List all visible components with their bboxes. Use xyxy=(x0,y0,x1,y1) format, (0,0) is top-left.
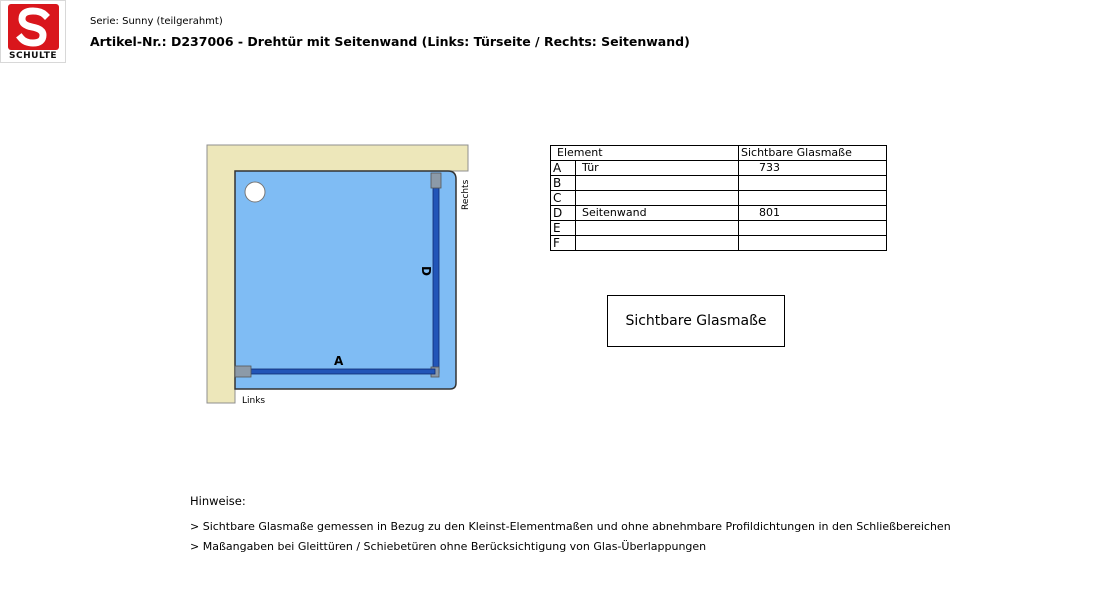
label-rechts: Rechts xyxy=(461,179,471,210)
row-letter: F xyxy=(551,236,576,251)
row-value xyxy=(739,236,887,251)
article-title: Artikel-Nr.: D237006 - Drehtür mit Seitenwand (Links: Türseite / Rechts: Seitenwand) xyxy=(90,34,690,49)
shower-tray xyxy=(235,171,456,389)
table-row xyxy=(551,236,887,251)
header-glass-dimensions: Sichtbare Glasmaße xyxy=(739,146,887,161)
door-wall-profile xyxy=(235,366,251,377)
label-links: Links xyxy=(242,396,266,406)
schulte-logo xyxy=(0,0,66,63)
notes-title: Hinweise: xyxy=(190,494,246,508)
header-element: Element xyxy=(551,146,739,161)
s-icon xyxy=(8,4,59,50)
row-name xyxy=(576,191,739,206)
row-name xyxy=(576,176,739,191)
logo-emblem xyxy=(8,4,59,50)
table-row xyxy=(551,191,887,206)
row-letter: B xyxy=(551,176,576,191)
row-name: Seitenwand xyxy=(576,206,739,221)
row-value xyxy=(739,176,887,191)
label-a: A xyxy=(334,354,344,368)
shower-diagram xyxy=(205,143,475,408)
side-panel-profile-top xyxy=(431,173,441,188)
row-value xyxy=(739,191,887,206)
table-row xyxy=(551,221,887,236)
row-letter: E xyxy=(551,221,576,236)
row-letter: D xyxy=(551,206,576,221)
table-row xyxy=(551,206,887,221)
row-value xyxy=(739,221,887,236)
note-item: > Maßangaben bei Gleittüren / Schiebetüren ohne Berücksichtigung von Glas-Überlappungen xyxy=(190,540,707,553)
table-header-row xyxy=(551,146,887,161)
table-row xyxy=(551,161,887,176)
row-letter: C xyxy=(551,191,576,206)
row-letter: A xyxy=(551,161,576,176)
series-label: Serie: Sunny (teilgerahmt) xyxy=(90,16,223,27)
drain-icon xyxy=(245,182,265,202)
note-item: > Sichtbare Glasmaße gemessen in Bezug zu den Kleinst-Elementmaßen und ohne abnehmbare Profildichtungen in den Schließbereichen xyxy=(190,520,951,533)
glass-dimensions-legend-box: Sichtbare Glasmaße xyxy=(607,295,785,347)
row-value: 733 xyxy=(739,161,887,176)
label-d: D xyxy=(419,266,433,276)
row-name xyxy=(576,221,739,236)
door-a xyxy=(249,369,435,374)
row-value: 801 xyxy=(739,206,887,221)
table-row xyxy=(551,176,887,191)
row-name xyxy=(576,236,739,251)
logo-brand-text: SCHULTE xyxy=(9,51,57,61)
glass-dimensions-table xyxy=(550,145,887,251)
row-name: Tür xyxy=(576,161,739,176)
